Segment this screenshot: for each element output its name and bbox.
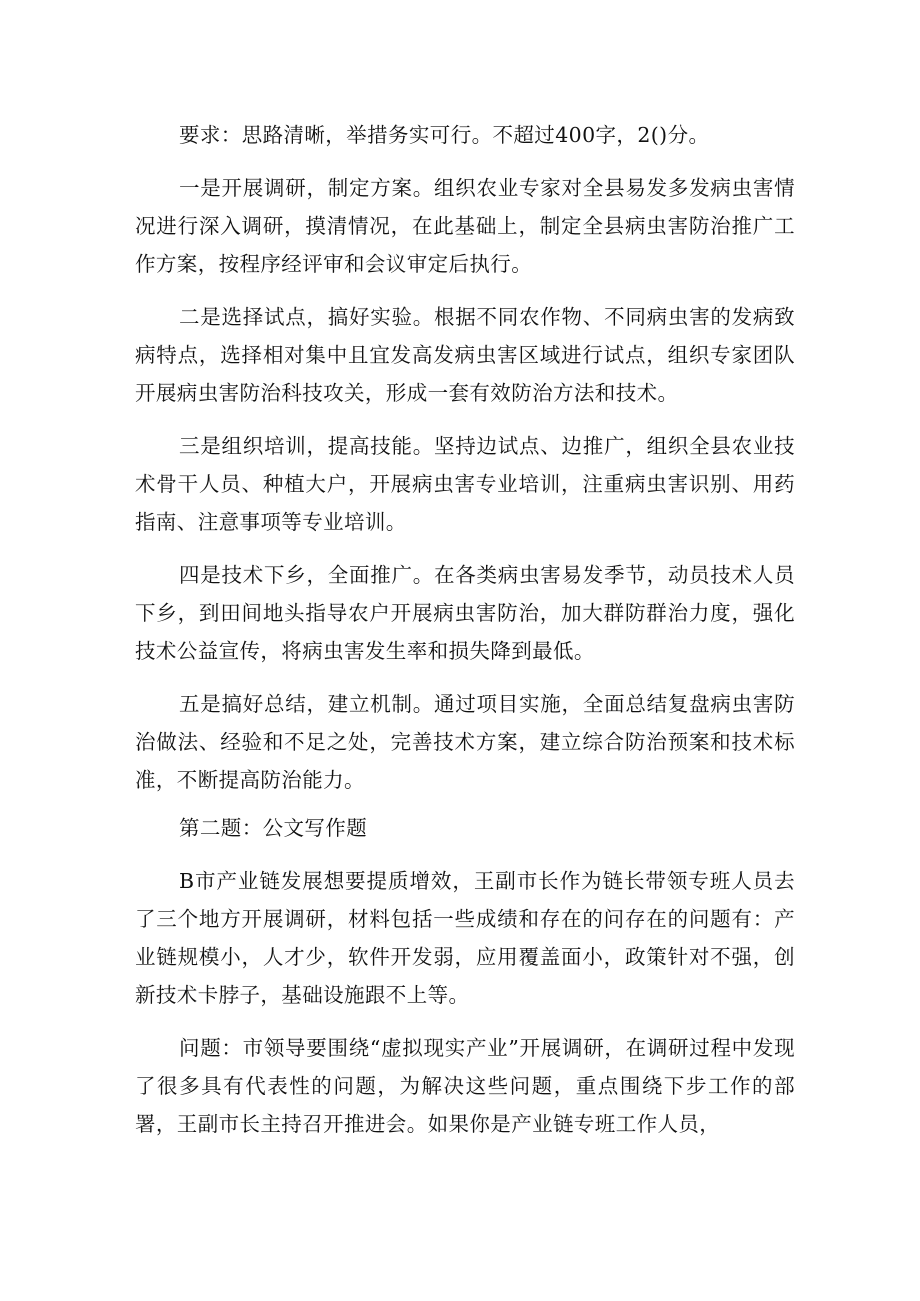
measure-4-paragraph: 四是技术下乡，全面推广。在各类病虫害易发季节，动员技术人员下乡，到田间地头指导农户开展病虫害防治，加大群防群治力度，强化技术公益宣传，将病虫害发生率和损失降到最低。 [135,563,795,663]
question-paragraph: 问题：市领导要围绕“虚拟现实产业”开展调研，在调研过程中发现了很多具有代表性的问题，为解决这些问题，重点围绕下步工作的部署，王副市长主持召开推进会。如果你是产业链专班工作人员， [135,1036,795,1136]
measure-3-paragraph: 三是组织培训，提高技能。坚持边试点、边推广，组织全县农业技术骨干人员、种植大户，开展病虫害专业培训，注重病虫害识别、用药指南、注意事项等专业培训。 [135,434,795,534]
measure-2-paragraph: 二是选择试点，搞好实验。根据不同农作物、不同病虫害的发病致病特点，选择相对集中且宜发高发病虫害区域进行试点，组织专家团队开展病虫害防治科技攻关，形成一套有效防治方法和技术。 [135,305,795,405]
background-paragraph: B市产业链发展想要提质增效，王副市长作为链长带领专班人员去了三个地方开展调研，材料包括一些成绩和存在的问存在的问题有：产业链规模小，人才少，软件开发弱，应用覆盖面小，政策针对不强，创新技术卡脖子，基础设施跟不上等。 [135,869,795,1007]
measure-5-paragraph: 五是搞好总结，建立机制。通过项目实施，全面总结复盘病虫害防治做法、经验和不足之处，完善技术方案，建立综合防治预案和技术标准，不断提高防治能力。 [135,692,795,792]
document-body [135,116,795,1143]
measure-1-paragraph: 一是开展调研，制定方案。组织农业专家对全县易发多发病虫害情况进行深入调研，摸清情况，在此基础上，制定全县病虫害防治推广工作方案，按程序经评审和会议审定后执行。 [135,176,795,276]
requirement-paragraph: 要求：思路清晰，举措务实可行。不超过400字，2()分。 [179,123,710,147]
section-heading: 第二题：公文写作题 [179,816,368,840]
